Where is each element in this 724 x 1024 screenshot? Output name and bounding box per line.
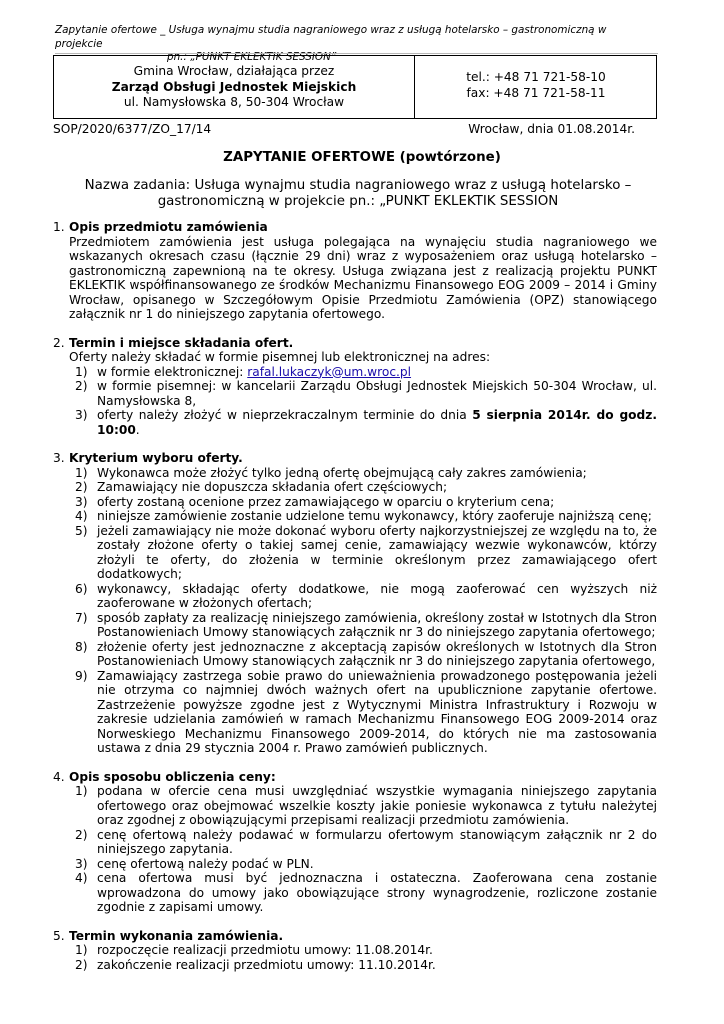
list-item-text: . <box>135 422 140 437</box>
list-item-number: 5) <box>75 523 88 538</box>
task-name <box>53 178 663 210</box>
list-item <box>69 408 657 437</box>
address-organization: Zarząd Obsługi Jednostek Miejskich <box>111 79 357 94</box>
list-item-number: 4) <box>75 509 88 523</box>
section-5 <box>53 929 657 973</box>
list-item <box>69 466 657 481</box>
list-item-text: zakończenie realizacji przedmiotu umowy: 11.10.2014r. <box>97 957 436 972</box>
section-heading: Opis sposobu obliczenia ceny: <box>69 769 276 784</box>
list-item <box>69 958 657 973</box>
list-item <box>69 611 657 640</box>
list-item-text: jeżeli zamawiający nie może dokonać wyboru oferty najkorzystniejszej ze względu na to, że zostały złożone oferty o takiej samej cenie, zamawiający wezwie wykonawców, którzy złożyli te oferty, do złożenia w terminie określonym przez zamawiającego ofert dodatkowych; <box>97 523 657 581</box>
section-intro: Oferty należy składać w formie pisemnej lub elektronicznej na adres: <box>69 350 491 364</box>
list-item-text: Zamawiający zastrzega sobie prawo do unieważnienia prowadzonego postępowania jeżeli nie otrzyma co najmniej dwóch ważnych ofert na upublicznione zapytanie ofertowe. Zastrzeżenie powyższe zgodne jest z Wytycznymi Ministra Infrastruktury i Rozwoju w zakresie udzielania zamówień w ramach Mechanizmu Finansowego EOG 2009-2014 oraz Norweskiego Mechanizmu Finansowego 2009-2014, do których nie ma zastosowania ustawa z dnia 29 stycznia 2004 r. Prawo zamówień publicznych. <box>97 668 657 755</box>
address-block <box>54 64 414 111</box>
section-number: 3. <box>53 451 65 465</box>
list-item-number: 1) <box>75 943 88 957</box>
address-box <box>53 55 657 119</box>
list-item <box>69 582 657 611</box>
list-item-number: 8) <box>75 639 88 654</box>
list-item-number: 2) <box>75 480 88 494</box>
list-item-number: 7) <box>75 610 88 625</box>
phone-number: tel.: +48 71 721-58-10 <box>466 70 606 84</box>
list-item-number: 6) <box>75 581 88 596</box>
list-item-number: 1) <box>75 465 88 480</box>
list-item-text: w formie pisemnej: w kancelarii Zarządu Obsługi Jednostek Miejskich 50-304 Wrocław, ul. Namysłowska 8, <box>97 379 657 408</box>
list-item-text: oferty należy złożyć w nieprzekraczalnym terminie do dnia <box>97 408 473 422</box>
list-item <box>69 828 657 857</box>
list-item-text: rozpoczęcie realizacji przedmiotu umowy: 11.08.2014r. <box>97 943 433 957</box>
section-number: 1. <box>53 220 65 234</box>
section-1 <box>53 220 657 322</box>
section-heading: Opis przedmiotu zamówienia <box>69 220 268 234</box>
list-item <box>69 495 657 510</box>
list-item-text: cenę ofertową należy podać w PLN. <box>97 856 314 871</box>
list-item <box>69 784 657 828</box>
list-item-number: 1) <box>75 784 88 798</box>
address-street: ul. Namysłowska 8, 50-304 Wrocław <box>123 95 345 110</box>
running-header-line: pn.: „PUNKT EKLEKTIK SESSION” <box>167 51 337 63</box>
list-item <box>69 524 657 582</box>
section-heading: Termin i miejsce składania ofert. <box>69 335 294 350</box>
list-item <box>69 871 657 915</box>
section-heading: Termin wykonania zamówienia. <box>69 928 284 943</box>
section-4 <box>53 770 657 915</box>
email-link[interactable]: rafal.lukaczyk@um.wroc.pl <box>247 364 412 379</box>
reference-number: SOP/2020/6377/ZO_17/14 <box>53 122 212 136</box>
list-item-text: Wykonawca może złożyć tylko jedną ofertę obejmującą cały zakres zamówienia; <box>97 465 587 480</box>
list-item <box>69 640 657 669</box>
list-item-text: oferty zostaną ocenione przez zamawiającego w oparciu o kryterium cena; <box>97 494 555 509</box>
list-item-text: podana w ofercie cena musi uwzględniać wszystkie wymagania niniejszego zapytania ofertowego oraz obejmować wszelkie koszty jakie poniesie wykonawca z tytułu należytej oraz zgodnej z obowiązującymi przepisami realizacji przedmiotu zamówienia. <box>97 784 657 827</box>
list-item-text: Zamawiający nie dopuszcza składania ofert częściowych; <box>97 480 448 494</box>
sections <box>53 220 657 972</box>
list-item-text: niniejsze zamówienie zostanie udzielone temu wykonawcy, który zaoferuje najniższą cenę; <box>97 509 652 523</box>
list-item-number: 2) <box>75 827 88 842</box>
fax-number: fax: +48 71 721-58-11 <box>466 85 606 100</box>
list-item <box>69 365 657 380</box>
section-number: 2. <box>53 335 65 350</box>
running-header-line: Zapytanie ofertowe _ Usługa wynajmu studia nagraniowego wraz z usługą hotelarsko – gastronomiczną w projekcie <box>55 24 607 50</box>
document-date: Wrocław, dnia 01.08.2014r. <box>468 122 635 136</box>
header-rule <box>55 53 658 54</box>
document-title: ZAPYTANIE OFERTOWE (powtórzone) <box>223 150 501 165</box>
list-item <box>69 943 657 958</box>
list-item-number: 2) <box>75 957 88 972</box>
list-item-number: 3) <box>75 856 88 871</box>
list-item-text: w formie elektronicznej: <box>97 364 248 379</box>
list-item-text: wykonawcy, składając oferty dodatkowe, nie mogą zaoferować cen wyższych niż zaoferowane w złożonych ofertach; <box>97 581 657 610</box>
list-item-text: cena ofertowa musi być jednoznaczna i ostateczna. Zaoferowana cena zostanie wprowadzona do umowy jako obowiązujące strony wynagrodzenie, rozliczone zostanie zgodnie z zapisami umowy. <box>97 871 657 914</box>
list-item <box>69 379 657 408</box>
section-number: 5. <box>53 928 65 943</box>
list-item-number: 3) <box>75 494 88 509</box>
list-item-number: 4) <box>75 871 88 885</box>
section-text: Przedmiotem zamówienia jest usługa polegająca na wynajęciu studia nagraniowego we wskazanych okresach czasu (łącznie 29 dni) wraz z wyposażeniem oraz usługą hotelarsko – gastronomiczną zapewnioną na te okresy. Usługa związana jest z realizacją projektu PUNKT EKLEKTIK współfinansowanego ze środków Mechanizmu Finansowego EOG 2009 – 2014 i Gminy Wrocław, opisanego w Szczegółowym Opisie Przedmiotu Zamówienia (OPZ) stanowiącego załącznik nr 1 do niniejszego zapytania ofertowego. <box>69 234 657 321</box>
contact-block <box>415 70 657 101</box>
section-2 <box>53 336 657 438</box>
task-name-line: Nazwa zadania: Usługa wynajmu studia nagraniowego wraz z usługą hotelarsko – <box>84 178 632 193</box>
section-heading: Kryterium wyboru oferty. <box>69 451 243 465</box>
list-item-text: sposób zapłaty za realizację niniejszego zamówienia, określony został w Istotnych dla Stron Postanowieniach Umowy stanowiących załącznik nr 3 do niniejszego zapytania ofertowego; <box>97 610 657 639</box>
deadline: 5 sierpnia 2014r. do godz. 10:00 <box>97 408 657 437</box>
section-3 <box>53 451 657 756</box>
address-line: Gmina Wrocław, działająca przez <box>133 64 335 78</box>
list-item <box>69 509 657 524</box>
list-item-number: 2) <box>75 379 88 393</box>
list-item-number: 9) <box>75 668 88 683</box>
task-name-line: gastronomiczną w projekcie pn.: „PUNKT EKLEKTIK SESSION <box>157 194 559 209</box>
list-item-text: złożenie oferty jest jednoznaczne z akceptacją zapisów określonych w Istotnych dla Stron Postanowieniach Umowy stanowiących załącznik nr 3 do niniejszego zapytania ofertowego, <box>97 639 657 668</box>
list-item-number: 1) <box>75 364 88 379</box>
list-item-text: cenę ofertową należy podawać w formularzu ofertowym stanowiącym załącznik nr 2 do niniejszego zapytania. <box>97 827 657 856</box>
list-item <box>69 857 657 872</box>
list-item-number: 3) <box>75 408 88 422</box>
section-number: 4. <box>53 769 65 784</box>
list-item <box>69 669 657 756</box>
list-item <box>69 480 657 495</box>
